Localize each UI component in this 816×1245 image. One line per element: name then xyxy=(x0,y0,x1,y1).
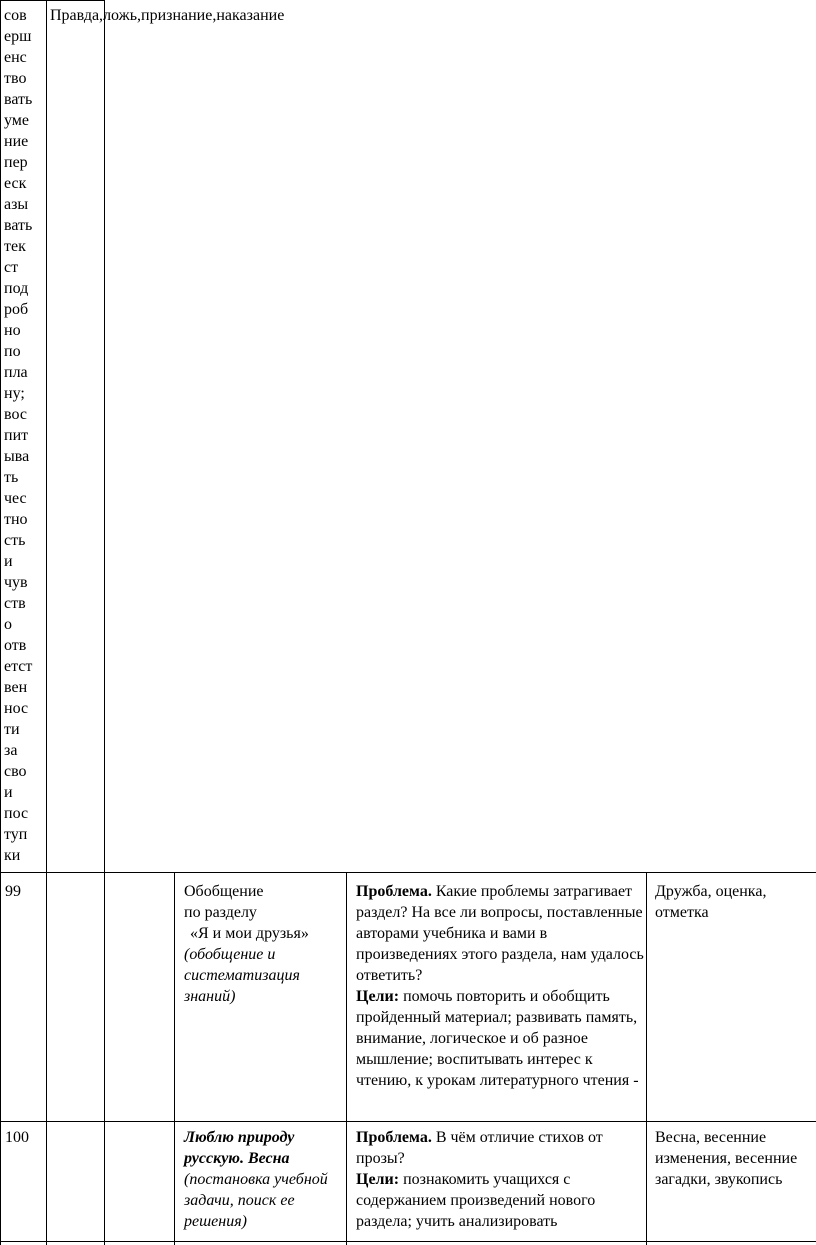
top-row-col1-line: еск xyxy=(4,175,27,192)
top-row-col1-line: вать xyxy=(4,217,33,234)
row-100-problem-text: В чём отличие стихов от прозы? xyxy=(356,1129,603,1167)
top-row-col1-line: ерш xyxy=(4,28,32,45)
row-99-content xyxy=(356,881,644,1091)
top-row-col1-line: но xyxy=(4,322,21,339)
row-99-topic-italic: (обобщение и систематизация знаний) xyxy=(184,946,300,1005)
top-row-col1-line: ств xyxy=(4,595,26,612)
row-99-topic-line3: «Я и мои друзья» xyxy=(190,925,309,942)
top-row-col1-line: сво xyxy=(4,763,27,780)
table-bottom-border xyxy=(0,1241,816,1242)
table-top-border xyxy=(0,0,104,1)
row-99-goals-label: Цели: xyxy=(356,988,400,1005)
row-99-topic xyxy=(184,881,344,1007)
top-row-col1-line: ки xyxy=(4,847,21,864)
top-row-col1-line: сть xyxy=(4,532,26,549)
row-99-concepts: Дружба, оценка, отметка xyxy=(655,883,767,921)
row-99-topic-line2: по разделу xyxy=(184,904,257,921)
top-row-col2-line: наказа xyxy=(216,7,261,24)
top-row-col1-line: ну; xyxy=(4,385,25,402)
top-row-col1-line: пит xyxy=(4,427,29,444)
top-row-col1-line: ние xyxy=(4,133,29,150)
row-99-number: 99 xyxy=(5,883,21,900)
top-row-col1-line: вос xyxy=(4,406,27,423)
row-99-goals-text: помочь повторить и обобщить пройденный материал; развивать память, внимание, логическое и об разное мышление; воспитывать интерес к чтению, к урокам литературного чтения - xyxy=(356,988,639,1089)
row-99-problem-label: Проблема. xyxy=(356,883,432,900)
row-100-concepts: Весна, весенние изменения, весенние загадки, звукопись xyxy=(655,1129,798,1188)
top-row-col2-cell xyxy=(50,5,285,26)
top-row-col2-line: ние xyxy=(260,7,285,24)
row-100-goals-text: познакомить учащихся с содержанием произведений нового раздела; учить анализировать xyxy=(356,1171,596,1230)
row-99-topic-line1: Обобщение xyxy=(184,883,264,900)
top-row-col1-cell xyxy=(4,5,42,866)
row-100-goals-label: Цели: xyxy=(356,1171,400,1188)
top-row-col1-line: туп xyxy=(4,826,28,843)
top-row-col1-line: нос xyxy=(4,700,29,717)
top-row-col1-line: чув xyxy=(4,574,28,591)
top-row-col1-line: тно xyxy=(4,511,28,528)
top-row-col2-line: ложь, xyxy=(103,7,141,24)
row-100-topic-italic: (постановка учебной задачи, поиск ее решения) xyxy=(184,1171,328,1230)
top-row-col2-line: призна xyxy=(141,7,189,24)
top-row-col1-line: чес xyxy=(4,490,27,507)
top-row-col1-line: етст xyxy=(4,658,33,675)
top-row-col2-line: Правд xyxy=(50,7,92,24)
top-row-col1-line: тек xyxy=(4,238,26,255)
row-divider-99 xyxy=(0,872,816,873)
row-100-problem-label: Проблема. xyxy=(356,1129,432,1146)
top-row-col1-line: и xyxy=(4,784,13,801)
top-row-col1-line: роб xyxy=(4,301,29,318)
top-row-col1-line: пер xyxy=(4,154,28,171)
top-row-col1-line: пос xyxy=(4,805,29,822)
top-row-col1-line: вать xyxy=(4,91,33,108)
col-divider-6 xyxy=(646,872,647,1245)
top-row-col1-line: сов xyxy=(4,7,27,24)
row-divider-100 xyxy=(0,1121,816,1122)
top-row-col1-line: под xyxy=(4,280,29,297)
top-row-col1-line: о xyxy=(4,616,12,633)
top-row-col2-line: а, xyxy=(91,7,104,24)
col-divider-1-top xyxy=(0,0,1,1245)
top-row-col1-line: уме xyxy=(4,112,30,129)
row-100-content xyxy=(356,1127,644,1232)
top-row-col1-line: тво xyxy=(4,70,27,87)
row-100-topic-title: Люблю природу русскую. Весна xyxy=(184,1129,295,1167)
top-row-col1-line: ти xyxy=(4,721,20,738)
top-row-col1-line: ть xyxy=(4,469,19,486)
top-row-col1-line: по xyxy=(4,343,21,360)
row-100-number: 100 xyxy=(5,1129,29,1146)
top-row-col1-line: енс xyxy=(4,49,27,66)
col-divider-4 xyxy=(174,872,175,1245)
top-row-col1-line: ст xyxy=(4,259,19,276)
row-99-problem-text: Какие проблемы затрагивает раздел? На все ли вопросы, поставленные авторами учебника и вами в произведениях этого раздела, нам удалось ответить? xyxy=(356,883,644,984)
col-divider-2-top xyxy=(46,0,47,1245)
top-row-col1-line: вен xyxy=(4,679,28,696)
top-row-col1-line: ыва xyxy=(4,448,30,465)
col-divider-5 xyxy=(346,872,347,1245)
col-divider-3-top xyxy=(104,0,105,1245)
top-row-col1-line: отв xyxy=(4,637,27,654)
top-row-col2-line: ние, xyxy=(188,7,217,24)
top-row-col1-line: пла xyxy=(4,364,28,381)
top-row-col1-line: азы xyxy=(4,196,29,213)
row-100-topic xyxy=(184,1127,344,1232)
top-row-col1-line: и xyxy=(4,553,13,570)
top-row-col1-line: за xyxy=(4,742,18,759)
